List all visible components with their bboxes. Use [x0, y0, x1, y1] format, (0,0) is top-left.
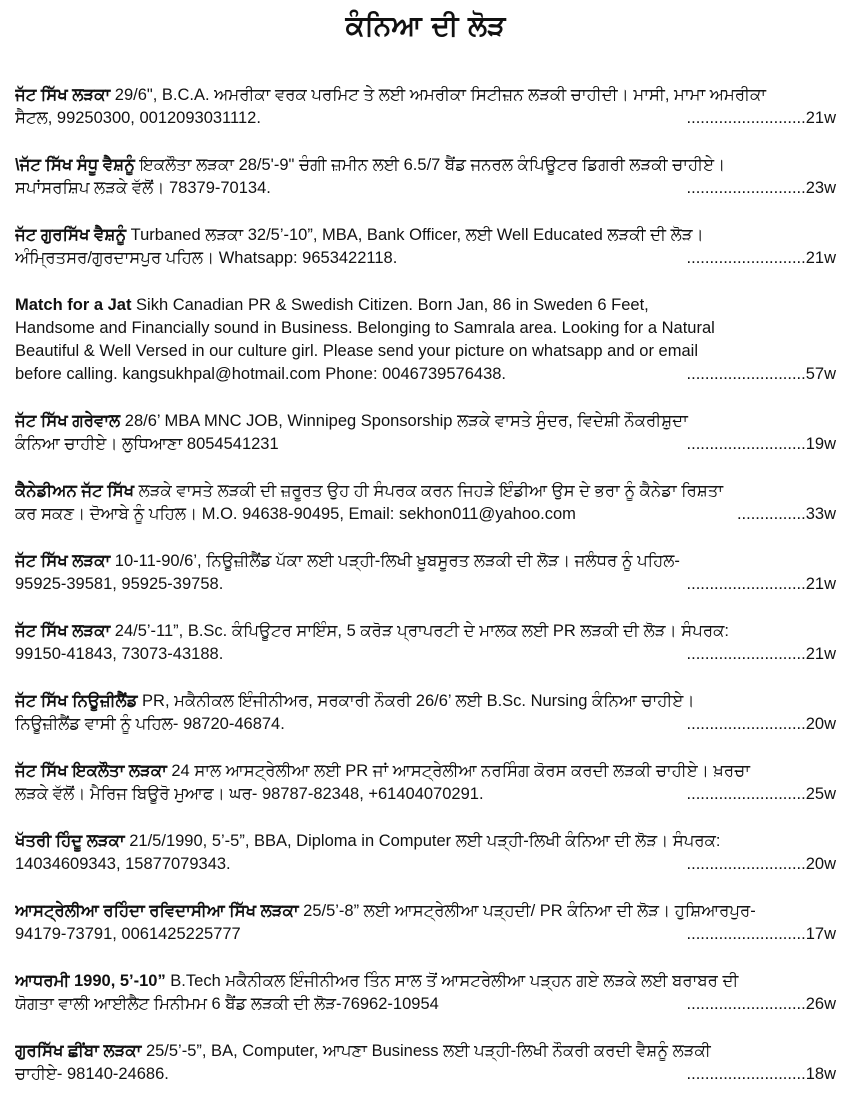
ad-code: ..........................26w [686, 995, 836, 1013]
ad-code: ...............33w [736, 505, 836, 523]
ad-code: ..........................19w [686, 435, 836, 453]
ad-contact: ਲੜਕੇ ਵੱਲੋਂ। ਮੈਰਿਜ ਬਿਊਰੋ ਮੁਆਫ। ਘਰ- 98787-82348, +61404070291. [15, 785, 484, 803]
ad-text: PR, ਮਕੈਨੀਕਲ ਇੰਜੀਨੀਅਰ, ਸਰਕਾਰੀ ਨੌਕਰੀ 26/6’ ਲਈ B.Sc. Nursing ਕੰਨਿਆ ਚਾਹੀਏ। [137, 692, 695, 710]
ad-lead: Match for a Jat [15, 296, 132, 314]
ad-lead: ਜੱਟ ਸਿੱਖ ਲੜਕਾ [15, 552, 111, 570]
page-title: ਕੰਨਿਆ ਦੀ ਲੋੜ [345, 9, 506, 42]
ad-contact: 99150-41843, 73073-43188. [15, 645, 224, 663]
ad-contact: ਸਪਾਂਸਰਸ਼ਿਪ ਲੜਕੇ ਵੱਲੋਂ। 78379-70134. [15, 179, 271, 197]
ad-text: Turbaned ਲੜਕਾ 32/5’-10”, MBA, Bank Officer, ਲਈ Well Educated ਲੜਕੀ ਦੀ ਲੋੜ। [126, 226, 704, 244]
ad-8 [15, 760, 836, 806]
ad-5 [15, 550, 836, 596]
ad-code: ..........................20w [686, 855, 836, 873]
ad-lead: ਕੈਨੇਡੀਅਨ ਜੱਟ ਸਿੱਖ [15, 482, 135, 500]
ad-2 [15, 224, 836, 270]
ad-12 [15, 1040, 836, 1086]
ad-text: Handsome and Financially sound in Business. Belonging to Samrala area. Looking for a Natural [15, 319, 715, 337]
ad-text: 21/5/1990, 5’-5”, BBA, Diploma in Computer ਲਈ ਪੜ੍ਹੀ-ਲਿਖੀ ਕੰਨਿਆ ਦੀ ਲੋੜ। ਸੰਪਰਕ: [124, 832, 721, 850]
ad-7 [15, 690, 836, 736]
ad-code: ..........................17w [686, 925, 836, 943]
ad-4 [15, 480, 836, 526]
ad-text: 24 ਸਾਲ ਆਸਟ੍ਰੇਲੀਆ ਲਈ PR ਜਾਂ ਆਸਟ੍ਰੇਲੀਆ ਨਰਸਿੰਗ ਕੋਰਸ ਕਰਦੀ ਲੜਕੀ ਚਾਹੀਏ। ਖ਼ਰਚਾ [166, 762, 750, 780]
ad-contact: 95925-39581, 95925-39758. [15, 575, 224, 593]
ad-text: 29/6", B.C.A. ਅਮਰੀਕਾ ਵਰਕ ਪਰਮਿਟ ਤੇ ਲਈ ਅਮਰੀਕਾ ਸਿਟੀਜ਼ਨ ਲੜਕੀ ਚਾਹੀਦੀ। ਮਾਸੀ, ਮਾਮਾ ਅਮਰੀਕਾ [110, 86, 766, 104]
ad-10 [15, 900, 836, 946]
english-ad [15, 294, 836, 386]
ad-text: Sikh Canadian PR & Swedish Citizen. Born Jan, 86 in Sweden 6 Feet, [131, 296, 649, 314]
ad-text: B.Tech ਮਕੈਨੀਕਲ ਇੰਜੀਨੀਅਰ ਤਿੰਨ ਸਾਲ ਤੋਂ ਆਸਟਰੇਲੀਆ ਪੜ੍ਹਨ ਗਏ ਲੜਕੇ ਲਈ ਬਰਾਬਰ ਦੀ [165, 972, 739, 990]
ad-lead: ਜੱਟ ਸਿੱਖ ਲੜਕਾ [15, 86, 111, 104]
ad-code: ..........................20w [686, 715, 836, 733]
ad-text: 25/5’-8” ਲਈ ਆਸਟ੍ਰੇਲੀਆ ਪੜ੍ਹਦੀ/ PR ਕੰਨਿਆ ਦੀ ਲੋੜ। ਹੁਸ਼ਿਆਰਪੁਰ- [298, 902, 756, 920]
ad-text: Beautiful & Well Versed in our culture girl. Please send your picture on whatsapp and or email [15, 342, 698, 360]
ad-lead: ਆਸਟ੍ਰੇਲੀਆ ਰਹਿੰਦਾ ਰਵਿਦਾਸੀਆ ਸਿੱਖ ਲੜਕਾ [15, 902, 299, 920]
ad-contact: ਸੈਟਲ, 99250300, 0012093031112. [15, 109, 261, 127]
ad-text: ਇਕਲੌਤਾ ਲੜਕਾ 28/5'-9" ਚੰਗੀ ਜ਼ਮੀਨ ਲਈ 6.5/7 ਬੈਂਡ ਜਨਰਲ ਕੰਪਿਊਟਰ ਡਿਗਰੀ ਲੜਕੀ ਚਾਹੀਏ। [134, 156, 726, 174]
ad-text: 24/5’-11”, B.Sc. ਕੰਪਿਊਟਰ ਸਾਇੰਸ, 5 ਕਰੋੜ ਪ੍ਰਾਪਰਟੀ ਦੇ ਮਾਲਕ ਲਈ PR ਲੜਕੀ ਦੀ ਲੋੜ। ਸੰਪਰਕ: [110, 622, 729, 640]
ad-lead: ਜੱਟ ਗੁਰਸਿੱਖ ਵੈਸ਼ਨੂੰ [15, 226, 127, 244]
ad-code: ..........................23w [686, 179, 836, 197]
ad-code: ..........................57w [686, 365, 836, 383]
ad-11 [15, 970, 836, 1016]
ad-contact: ਚਾਹੀਏ- 98140-24686. [15, 1065, 169, 1083]
ad-lead: ਗੁਰਸਿੱਖ ਛੀਂਬਾ ਲੜਕਾ [15, 1042, 142, 1060]
ad-1 [15, 154, 836, 200]
ad-lead: ਜੱਟ ਸਿੱਖ ਇਕਲੌਤਾ ਲੜਕਾ [15, 762, 167, 780]
ad-code: ..........................25w [686, 785, 836, 803]
ad-code: ..........................21w [686, 249, 836, 267]
ad-contact: ਯੋਗਤਾ ਵਾਲੀ ਆਈਲੈਟ ਮਿਨੀਮਮ 6 ਬੈਂਡ ਲੜਕੀ ਦੀ ਲੋੜ-76962-10954 [15, 995, 439, 1013]
ad-code: ..........................21w [686, 109, 836, 127]
ad-text: 28/6’ MBA MNC JOB, Winnipeg Sponsorship ਲੜਕੇ ਵਾਸਤੇ ਸੁੰਦਰ, ਵਿਦੇਸ਼ੀ ਨੌਕਰੀਸ਼ੁਦਾ [120, 412, 688, 430]
ad-lead: \ਜੱਟ ਸਿੱਖ ਸੰਧੂ ਵੈਸ਼ਨੂੰ [15, 156, 135, 174]
ad-code: ..........................18w [686, 1065, 836, 1083]
ad-contact: 14034609343, 15877079343. [15, 855, 231, 873]
ad-lead: ਜੱਟ ਸਿੱਖ ਗਰੇਵਾਲ [15, 412, 121, 430]
ad-lead: ਜੱਟ ਸਿੱਖ ਨਿਊਜ਼ੀਲੈਂਡ [15, 692, 138, 710]
ad-lead: ਆਧਰਮੀ 1990, 5’-10” [15, 972, 166, 990]
ad-contact: before calling. kangsukhpal@hotmail.com Phone: 0046739576438. [15, 365, 507, 383]
ad-lead: ਖੱਤਰੀ ਹਿੰਦੂ ਲੜਕਾ [15, 832, 125, 850]
ad-contact: 94179-73791, 0061425225777 [15, 925, 241, 943]
ad-0 [15, 84, 836, 130]
ad-9 [15, 830, 836, 876]
ad-contact: ਅੰਮ੍ਰਿਤਸਰ/ਗੁਰਦਾਸਪੁਰ ਪਹਿਲ। Whatsapp: 9653422118. [15, 249, 398, 267]
ad-code: ..........................21w [686, 645, 836, 663]
ad-code: ..........................21w [686, 575, 836, 593]
ad-text: ਲੜਕੇ ਵਾਸਤੇ ਲੜਕੀ ਦੀ ਜ਼ਰੂਰਤ ਉਹ ਹੀ ਸੰਪਰਕ ਕਰਨ ਜਿਹੜੇ ਇੰਡੀਆ ਉਸ ਦੇ ਭਰਾ ਨੂੰ ਕੈਨੇਡਾ ਰਿਸ਼ਤਾ [134, 482, 724, 500]
ad-text: 10-11-90/6’, ਨਿਊਜ਼ੀਲੈਂਡ ਪੱਕਾ ਲਈ ਪੜ੍ਹੀ-ਲਿਖੀ ਖ਼ੂਬਸੂਰਤ ਲੜਕੀ ਦੀ ਲੋੜ। ਜਲੰਧਰ ਨੂੰ ਪਹਿਲ- [110, 552, 680, 570]
ad-contact: ਕਰ ਸਕਣ। ਦੋਆਬੇ ਨੂੰ ਪਹਿਲ। M.O. 94638-90495, Email: sekhon011@yahoo.com [15, 505, 576, 523]
ad-lead: ਜੱਟ ਸਿੱਖ ਲੜਕਾ [15, 622, 111, 640]
ad-contact: ਨਿਊਜ਼ੀਲੈਂਡ ਵਾਸੀ ਨੂੰ ਪਹਿਲ- 98720-46874. [15, 715, 285, 733]
ad-3 [15, 410, 836, 456]
ad-6 [15, 620, 836, 666]
ad-contact: ਕੰਨਿਆ ਚਾਹੀਏ। ਲੁਧਿਆਣਾ 8054541231 [15, 435, 279, 453]
ad-text: 25/5’-5”, BA, Computer, ਆਪਣਾ Business ਲਈ ਪੜ੍ਹੀ-ਲਿਖੀ ਨੌਕਰੀ ਕਰਦੀ ਵੈਸ਼ਨੂੰ ਲੜਕੀ [141, 1042, 711, 1060]
